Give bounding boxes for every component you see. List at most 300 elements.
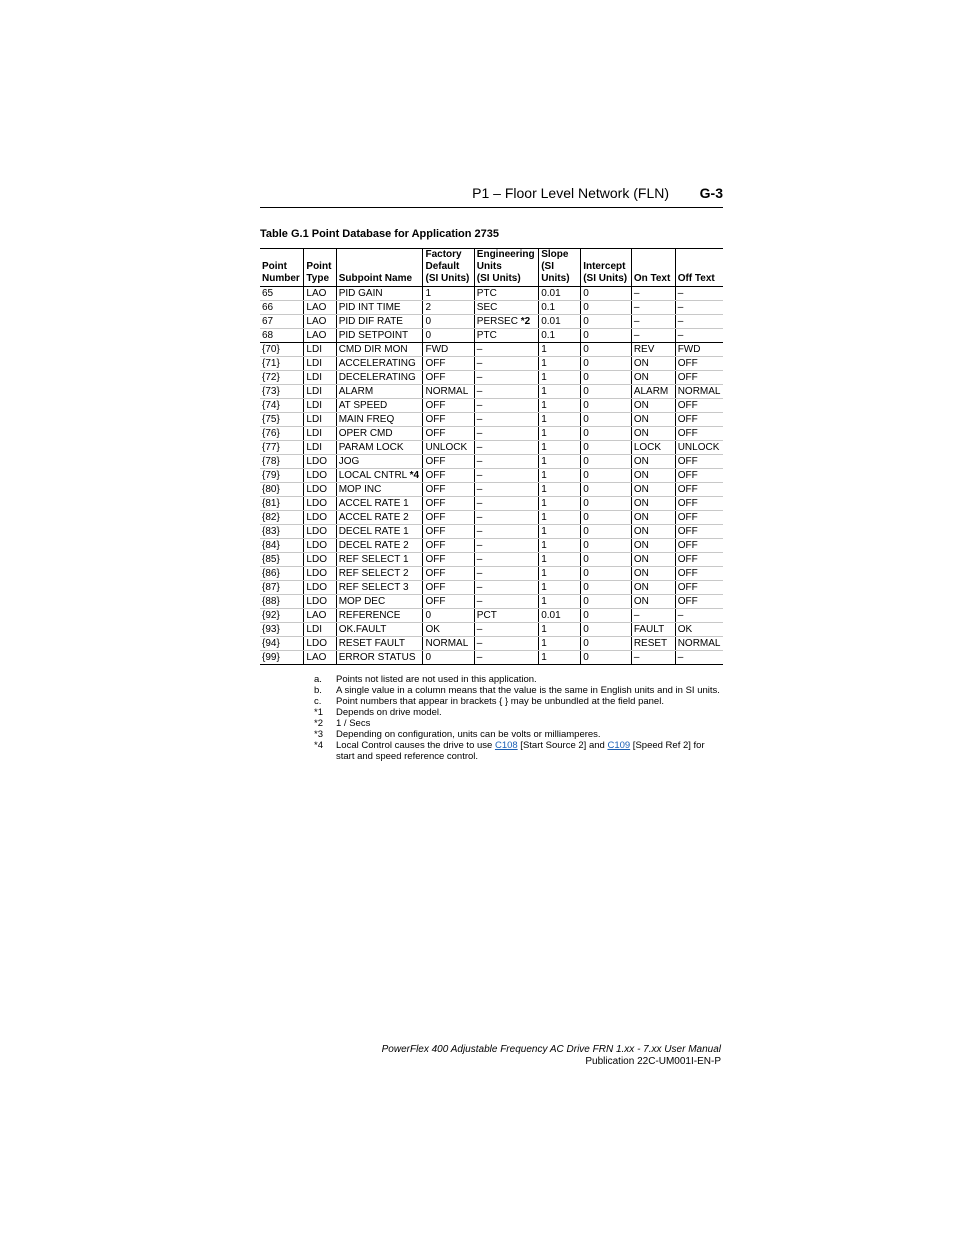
table-cell: – <box>474 567 538 581</box>
table-cell: ALARM <box>336 385 423 399</box>
table-cell: {74} <box>260 399 304 413</box>
table-notes <box>314 674 724 762</box>
table-row <box>260 595 723 609</box>
table-cell: 0 <box>581 651 632 665</box>
footnote-label: *3 <box>314 729 323 740</box>
table-cell: PID GAIN <box>336 287 423 301</box>
table-cell: – <box>474 553 538 567</box>
table-cell: 0 <box>581 539 632 553</box>
table-cell: REFERENCE <box>336 609 423 623</box>
table-cell: – <box>474 595 538 609</box>
table-cell: DECEL RATE 1 <box>336 525 423 539</box>
table-row <box>260 455 723 469</box>
table-row <box>260 483 723 497</box>
table-cell: LDO <box>304 539 336 553</box>
table-cell: – <box>631 651 675 665</box>
table-cell: OFF <box>675 455 723 469</box>
parameter-link[interactable]: C108 <box>494 740 518 751</box>
column-header: Engineering Units (SI Units) <box>474 249 538 287</box>
table-cell: ON <box>631 483 675 497</box>
table-cell: OFF <box>423 539 474 553</box>
column-header: Intercept (SI Units) <box>581 249 632 287</box>
table-cell: OFF <box>423 413 474 427</box>
table-cell: ON <box>631 413 675 427</box>
table-cell: {88} <box>260 595 304 609</box>
table-cell: – <box>474 511 538 525</box>
table-cell: – <box>474 483 538 497</box>
table-cell: ON <box>631 553 675 567</box>
table-cell: ON <box>631 371 675 385</box>
table-cell: – <box>675 301 723 315</box>
table-cell: – <box>675 651 723 665</box>
table-cell: 0 <box>581 511 632 525</box>
table-cell: {92} <box>260 609 304 623</box>
table-cell: LAO <box>304 301 336 315</box>
table-row <box>260 343 723 357</box>
table-cell: 0 <box>423 651 474 665</box>
table-cell: 1 <box>539 469 581 483</box>
table-cell: NORMAL <box>675 637 723 651</box>
table-cell: PID INT TIME <box>336 301 423 315</box>
table-cell: – <box>474 455 538 469</box>
table-cell: 0.01 <box>539 315 581 329</box>
footnote <box>314 729 724 740</box>
table-row <box>260 399 723 413</box>
table-cell: – <box>631 287 675 301</box>
table-cell: {76} <box>260 427 304 441</box>
table-cell: 1 <box>539 511 581 525</box>
table-cell: ON <box>631 525 675 539</box>
table-cell: 0 <box>581 413 632 427</box>
table-cell: UNLOCK <box>675 441 723 455</box>
footnote-label: *2 <box>314 718 323 729</box>
table-cell: OFF <box>675 581 723 595</box>
table-row <box>260 581 723 595</box>
table-cell: SEC <box>474 301 538 315</box>
table-cell: LDI <box>304 371 336 385</box>
table-cell: OFF <box>423 497 474 511</box>
manual-title: PowerFlex 400 Adjustable Frequency AC Drive FRN 1.xx - 7.xx User Manual <box>381 1044 721 1055</box>
table-cell: OFF <box>675 595 723 609</box>
table-cell: 0.01 <box>539 287 581 301</box>
table-cell: OFF <box>423 455 474 469</box>
table-row <box>260 385 723 399</box>
table-cell: 1 <box>539 553 581 567</box>
column-header: Slope (SI Units) <box>539 249 581 287</box>
table-cell: LDI <box>304 385 336 399</box>
table-cell: LDO <box>304 525 336 539</box>
table-cell: 1 <box>539 595 581 609</box>
table-cell: NORMAL <box>423 637 474 651</box>
table-cell: {80} <box>260 483 304 497</box>
table-cell: 2 <box>423 301 474 315</box>
table-cell: 0 <box>581 525 632 539</box>
table-cell: 1 <box>423 287 474 301</box>
table-cell: 1 <box>539 567 581 581</box>
table-cell: {99} <box>260 651 304 665</box>
table-cell: OFF <box>423 553 474 567</box>
table-cell: – <box>474 497 538 511</box>
column-header: Factory Default (SI Units) <box>423 249 474 287</box>
table-cell: – <box>474 399 538 413</box>
table-cell: LDI <box>304 413 336 427</box>
table-cell: 0 <box>581 343 632 357</box>
table-cell: FWD <box>423 343 474 357</box>
footnote <box>314 696 724 707</box>
table-cell: LAO <box>304 651 336 665</box>
table-cell: – <box>474 623 538 637</box>
table-cell: {79} <box>260 469 304 483</box>
table-cell: ON <box>631 469 675 483</box>
table-cell: OFF <box>675 399 723 413</box>
table-cell: 65 <box>260 287 304 301</box>
table-cell: 1 <box>539 441 581 455</box>
table-cell: OFF <box>675 525 723 539</box>
table-cell: 0 <box>581 623 632 637</box>
table-cell: {84} <box>260 539 304 553</box>
table-cell: {73} <box>260 385 304 399</box>
table-cell: 0 <box>581 455 632 469</box>
table-cell: OFF <box>423 399 474 413</box>
table-cell: 0 <box>581 315 632 329</box>
table-cell: 1 <box>539 357 581 371</box>
footnote-text: Points not listed are not used in this application. <box>336 674 537 685</box>
table-cell: 1 <box>539 413 581 427</box>
table-row <box>260 553 723 567</box>
table-cell: 0 <box>581 371 632 385</box>
table-cell: 0.1 <box>539 301 581 315</box>
table-cell: PID SETPOINT <box>336 329 423 343</box>
table-cell: {77} <box>260 441 304 455</box>
footnote-label: *1 <box>314 707 323 718</box>
footnote-label: a. <box>314 674 322 685</box>
table-cell: 0 <box>581 609 632 623</box>
table-cell: 1 <box>539 371 581 385</box>
footnote-label: *4 <box>314 740 323 751</box>
table-cell: {78} <box>260 455 304 469</box>
table-row <box>260 525 723 539</box>
footnote-label: b. <box>314 685 322 696</box>
footnote-text: A single value in a column means that the value is the same in English units and in SI units. <box>336 685 720 696</box>
table-cell: LDI <box>304 441 336 455</box>
footnote <box>314 674 724 685</box>
table-cell: ON <box>631 567 675 581</box>
table-cell: – <box>474 539 538 553</box>
table-cell: – <box>474 651 538 665</box>
table-cell: DECELERATING <box>336 371 423 385</box>
table-cell: LDI <box>304 623 336 637</box>
table-cell: LDO <box>304 595 336 609</box>
table-cell: LDO <box>304 511 336 525</box>
table-cell: LDO <box>304 581 336 595</box>
table-body <box>260 287 723 665</box>
table-row <box>260 357 723 371</box>
table-row <box>260 469 723 483</box>
table-cell: 0.01 <box>539 609 581 623</box>
table-cell: 0 <box>423 329 474 343</box>
footnote <box>314 718 724 729</box>
table-row <box>260 623 723 637</box>
table-cell: {71} <box>260 357 304 371</box>
table-cell: MOP INC <box>336 483 423 497</box>
table-cell: REV <box>631 343 675 357</box>
column-header: Point Number <box>260 249 304 287</box>
table-cell: – <box>675 287 723 301</box>
table-cell: 1 <box>539 497 581 511</box>
table-cell: 1 <box>539 455 581 469</box>
table-cell: UNLOCK <box>423 441 474 455</box>
table-cell: FWD <box>675 343 723 357</box>
table-cell: OFF <box>423 567 474 581</box>
table-cell: REF SELECT 3 <box>336 581 423 595</box>
table-cell: OFF <box>675 371 723 385</box>
table-cell: {85} <box>260 553 304 567</box>
table-row <box>260 497 723 511</box>
table-cell: OFF <box>675 427 723 441</box>
table-cell: LDI <box>304 399 336 413</box>
table-cell: REF SELECT 1 <box>336 553 423 567</box>
table-cell: 68 <box>260 329 304 343</box>
table-cell: OFF <box>675 469 723 483</box>
page-footer <box>382 1044 721 1068</box>
table-cell: REF SELECT 2 <box>336 567 423 581</box>
footnote-text: Depending on configuration, units can be volts or milliamperes. <box>336 729 601 740</box>
table-cell: LAO <box>304 609 336 623</box>
table-cell: 67 <box>260 315 304 329</box>
table-row <box>260 567 723 581</box>
table-cell: PID DIF RATE <box>336 315 423 329</box>
table-row <box>260 301 723 315</box>
table-cell: – <box>474 469 538 483</box>
table-cell: LDO <box>304 637 336 651</box>
table-cell: PTC <box>474 287 538 301</box>
table-cell: RESET FAULT <box>336 637 423 651</box>
table-cell: 0 <box>423 315 474 329</box>
table-cell: PARAM LOCK <box>336 441 423 455</box>
point-database-table <box>260 248 723 665</box>
table-cell: – <box>474 581 538 595</box>
table-cell: LAO <box>304 329 336 343</box>
table-cell: NORMAL <box>423 385 474 399</box>
table-cell: MOP DEC <box>336 595 423 609</box>
table-row <box>260 427 723 441</box>
table-cell: FAULT <box>631 623 675 637</box>
table-cell: ON <box>631 455 675 469</box>
table-cell: 0 <box>581 497 632 511</box>
table-cell: – <box>474 427 538 441</box>
table-cell: ON <box>631 399 675 413</box>
table-cell: ON <box>631 511 675 525</box>
table-cell: 0 <box>581 581 632 595</box>
table-cell: {83} <box>260 525 304 539</box>
table-cell: 0 <box>581 329 632 343</box>
table-cell: 1 <box>539 525 581 539</box>
table-cell: LDI <box>304 343 336 357</box>
footnote <box>314 685 724 696</box>
table-cell: 0 <box>581 441 632 455</box>
table-cell: {86} <box>260 567 304 581</box>
table-cell: OFF <box>423 511 474 525</box>
table-row <box>260 637 723 651</box>
table-cell: ON <box>631 581 675 595</box>
table-cell: {75} <box>260 413 304 427</box>
table-cell: OFF <box>423 357 474 371</box>
table-cell: 0 <box>581 301 632 315</box>
table-cell: OK <box>675 623 723 637</box>
table-cell: 1 <box>539 539 581 553</box>
table-row <box>260 413 723 427</box>
parameter-link[interactable]: C109 <box>607 740 631 751</box>
table-cell: 0 <box>423 609 474 623</box>
table-cell: 1 <box>539 483 581 497</box>
table-cell: LDI <box>304 357 336 371</box>
footnote-text: Point numbers that appear in brackets { } may be unbundled at the field panel. <box>336 696 664 707</box>
table-cell: OFF <box>675 497 723 511</box>
table-cell: LDO <box>304 497 336 511</box>
table-cell: OFF <box>423 595 474 609</box>
table-cell: OFF <box>675 511 723 525</box>
table-cell: OFF <box>423 371 474 385</box>
table-cell: 0 <box>581 483 632 497</box>
table-cell: – <box>675 315 723 329</box>
table-cell: ACCELERATING <box>336 357 423 371</box>
table-cell: OFF <box>675 539 723 553</box>
publication-number: Publication 22C-UM001I-EN-P <box>585 1056 721 1067</box>
section-title: P1 – Floor Level Network (FLN) <box>472 185 669 201</box>
table-cell: JOG <box>336 455 423 469</box>
table-cell: PERSEC *2 <box>474 315 538 329</box>
table-cell: {94} <box>260 637 304 651</box>
table-cell: LDO <box>304 567 336 581</box>
table-cell: LOCAL CNTRL *4 <box>336 469 423 483</box>
table-cell: OFF <box>675 483 723 497</box>
table-row <box>260 371 723 385</box>
table-cell: 1 <box>539 399 581 413</box>
table-cell: – <box>474 525 538 539</box>
table-cell: AT SPEED <box>336 399 423 413</box>
table-cell: 0.1 <box>539 329 581 343</box>
table-cell: 0 <box>581 553 632 567</box>
table-row <box>260 315 723 329</box>
table-cell: 0 <box>581 399 632 413</box>
table-cell: OFF <box>675 553 723 567</box>
table-row <box>260 441 723 455</box>
column-header: On Text <box>631 249 675 287</box>
table-row <box>260 511 723 525</box>
table-cell: – <box>474 385 538 399</box>
table-cell: – <box>631 301 675 315</box>
table-cell: CMD DIR MON <box>336 343 423 357</box>
table-cell: OFF <box>423 525 474 539</box>
table-cell: LDO <box>304 483 336 497</box>
table-cell: {82} <box>260 511 304 525</box>
table-cell: NORMAL <box>675 385 723 399</box>
table-cell: OPER CMD <box>336 427 423 441</box>
table-cell: ALARM <box>631 385 675 399</box>
table-cell: ON <box>631 357 675 371</box>
table-cell: 1 <box>539 637 581 651</box>
table-cell: ON <box>631 497 675 511</box>
table-cell: RESET <box>631 637 675 651</box>
table-cell: ON <box>631 427 675 441</box>
table-cell: – <box>474 343 538 357</box>
footnote <box>314 707 724 718</box>
table-cell: 1 <box>539 343 581 357</box>
table-cell: PTC <box>474 329 538 343</box>
table-row <box>260 329 723 343</box>
table-cell: LDO <box>304 469 336 483</box>
table-cell: 0 <box>581 469 632 483</box>
table-cell: – <box>631 315 675 329</box>
table-cell: – <box>474 371 538 385</box>
table-cell: 0 <box>581 567 632 581</box>
page-number: G-3 <box>699 185 723 201</box>
table-cell: 1 <box>539 385 581 399</box>
table-cell: DECEL RATE 2 <box>336 539 423 553</box>
table-cell: LAO <box>304 315 336 329</box>
table-cell: LDO <box>304 553 336 567</box>
table-row <box>260 287 723 301</box>
table-cell: 0 <box>581 595 632 609</box>
table-cell: OK <box>423 623 474 637</box>
table-cell: 0 <box>581 357 632 371</box>
table-cell: LOCK <box>631 441 675 455</box>
table-cell: – <box>631 329 675 343</box>
page-header <box>260 183 723 208</box>
table-cell: – <box>474 357 538 371</box>
footnote-label: c. <box>314 696 322 707</box>
table-cell: – <box>631 609 675 623</box>
table-row <box>260 651 723 665</box>
table-cell: – <box>675 609 723 623</box>
table-cell: ON <box>631 539 675 553</box>
table-cell: 0 <box>581 427 632 441</box>
table-cell: {87} <box>260 581 304 595</box>
footnote <box>314 740 724 762</box>
table-cell: 1 <box>539 581 581 595</box>
table-cell: 0 <box>581 287 632 301</box>
table-header-row <box>260 249 723 287</box>
column-header: Subpoint Name <box>336 249 423 287</box>
table-cell: 0 <box>581 385 632 399</box>
table-cell: {81} <box>260 497 304 511</box>
table-cell: OFF <box>675 567 723 581</box>
table-cell: – <box>474 413 538 427</box>
footnote-text: Local Control causes the drive to use C108 [Start Source 2] and C109 [Speed Ref 2] for start and speed reference control. <box>336 740 705 762</box>
table-cell: {72} <box>260 371 304 385</box>
table-cell: ERROR STATUS <box>336 651 423 665</box>
table-cell: OFF <box>675 413 723 427</box>
table-cell: LAO <box>304 287 336 301</box>
table-cell: LDO <box>304 455 336 469</box>
table-cell: 1 <box>539 427 581 441</box>
table-cell: {93} <box>260 623 304 637</box>
column-header: Off Text <box>675 249 723 287</box>
table-cell: 66 <box>260 301 304 315</box>
table-cell: – <box>474 441 538 455</box>
table-cell: OFF <box>423 469 474 483</box>
table-cell: ACCEL RATE 2 <box>336 511 423 525</box>
table-cell: OFF <box>675 357 723 371</box>
table-row <box>260 539 723 553</box>
footnote-text: Depends on drive model. <box>336 707 442 718</box>
table-cell: {70} <box>260 343 304 357</box>
table-cell: 0 <box>581 637 632 651</box>
table-cell: OFF <box>423 581 474 595</box>
table-cell: – <box>474 637 538 651</box>
table-cell: LDI <box>304 427 336 441</box>
table-caption: Table G.1 Point Database for Application 2735 <box>260 228 500 240</box>
